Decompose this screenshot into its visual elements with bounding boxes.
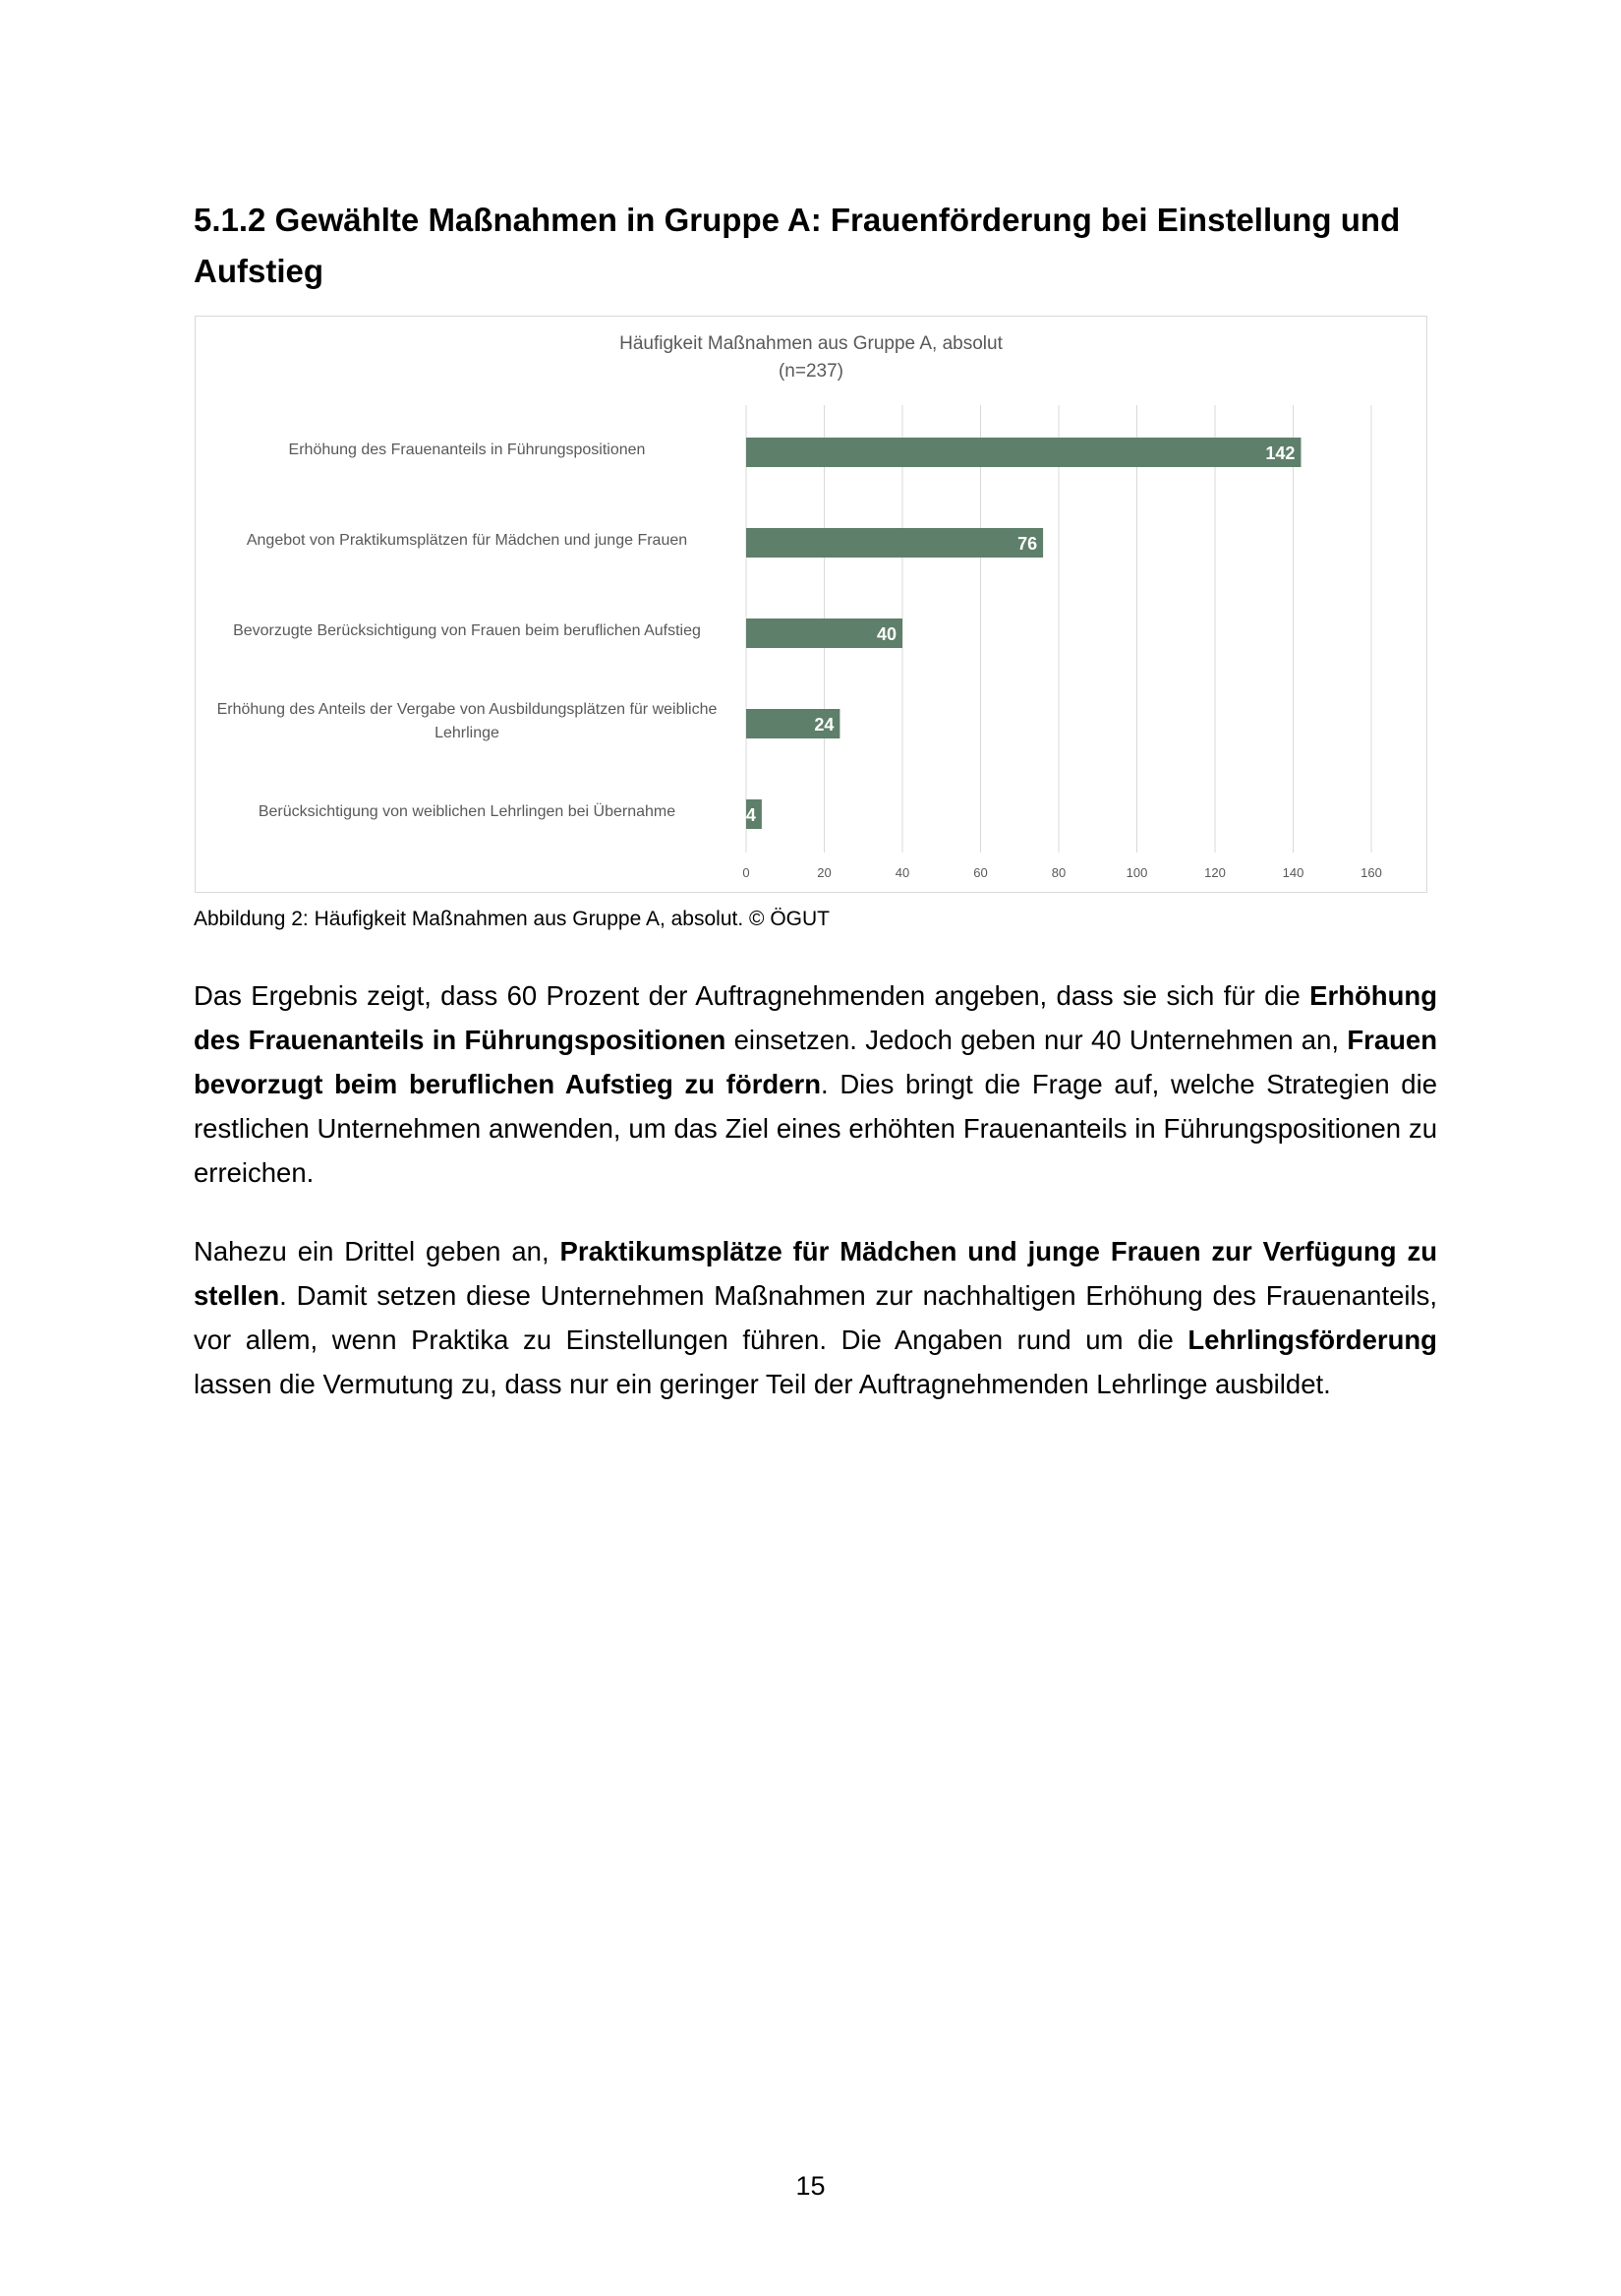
paragraph-text: einsetzen. Jedoch geben nur 40 Unternehmen an, [725, 1025, 1348, 1055]
x-tick-label: 140 [1282, 865, 1304, 880]
paragraph-text: Das Ergebnis zeigt, dass 60 Prozent der Auftragnehmenden angeben, dass sie sich für die [194, 980, 1310, 1011]
x-tick-label: 100 [1126, 865, 1148, 880]
bar-value-label: 4 [745, 805, 756, 825]
x-tick-label: 60 [973, 865, 988, 880]
bar-value-label: 24 [814, 715, 835, 735]
paragraph-emphasis: Frauen bevorzugt beim beruflichen Aufstieg zu fördern [194, 1025, 1437, 1099]
category-label: Bevorzugte Berücksichtigung von Frauen beim beruflichen Aufstieg [233, 622, 701, 639]
x-tick-label: 80 [1051, 865, 1067, 880]
x-tick-label: 160 [1360, 865, 1382, 880]
category-label: Berücksichtigung von weiblichen Lehrlingen bei Übernahme [258, 803, 676, 820]
bar-value-label: 76 [1017, 534, 1038, 554]
paragraph-2 [194, 1229, 1437, 1406]
figure-caption: Abbildung 2: Häufigkeit Maßnahmen aus Gruppe A, absolut. © ÖGUT [194, 908, 830, 930]
section-heading: 5.1.2 Gewählte Maßnahmen in Gruppe A: Frauenförderung bei Einstellung und Aufstieg [194, 202, 1401, 289]
paragraph-emphasis: Praktikumsplätze für Mädchen und junge Frauen zur Verfügung zu stellen [194, 1236, 1437, 1311]
category-label: Erhöhung des Anteils der Vergabe von Ausbildungsplätzen für weibliche Lehrlinge [216, 701, 718, 741]
chart-subtitle: (n=237) [778, 361, 844, 382]
category-label: Angebot von Praktikumsplätzen für Mädchen und junge Frauen [246, 532, 688, 549]
bar [746, 528, 1043, 558]
bar [746, 438, 1301, 467]
paragraph-text: . Dies bringt die Frage auf, welche Strategien die restlichen Unternehmen anwenden, um das Ziel eines erhöhten Frauenanteils in Führungspositionen zu erreichen. [194, 1069, 1437, 1188]
x-tick-label: 20 [817, 865, 832, 880]
paragraph-emphasis: Erhöhung des Frauenanteils in Führungspositionen [194, 980, 1437, 1055]
paragraph-text: lassen die Vermutung zu, dass nur ein geringer Teil der Auftragnehmenden Lehrlinge ausbildet. [194, 1369, 1331, 1399]
paragraph-1 [194, 973, 1437, 1195]
paragraph-text: Nahezu ein Drittel geben an, [194, 1236, 560, 1266]
x-tick-label: 120 [1204, 865, 1226, 880]
x-tick-label: 40 [895, 865, 910, 880]
page-number: 15 [795, 2171, 826, 2201]
x-tick-label: 0 [742, 865, 750, 880]
bar-chart [195, 316, 1427, 893]
category-label: Erhöhung des Frauenanteils in Führungspositionen [288, 442, 646, 458]
bar-value-label: 40 [876, 624, 897, 644]
chart-title-text: Häufigkeit Maßnahmen aus Gruppe A, absolut [619, 333, 1003, 354]
bar-value-label: 142 [1265, 443, 1296, 463]
paragraph-text: . Damit setzen diese Unternehmen Maßnahmen zur nachhaltigen Erhöhung des Frauenanteils, vor allem, wenn Praktika zu Einstellungen führen. Die Angaben rund um die [194, 1280, 1437, 1355]
paragraph-emphasis: Lehrlingsförderung [1187, 1325, 1437, 1355]
